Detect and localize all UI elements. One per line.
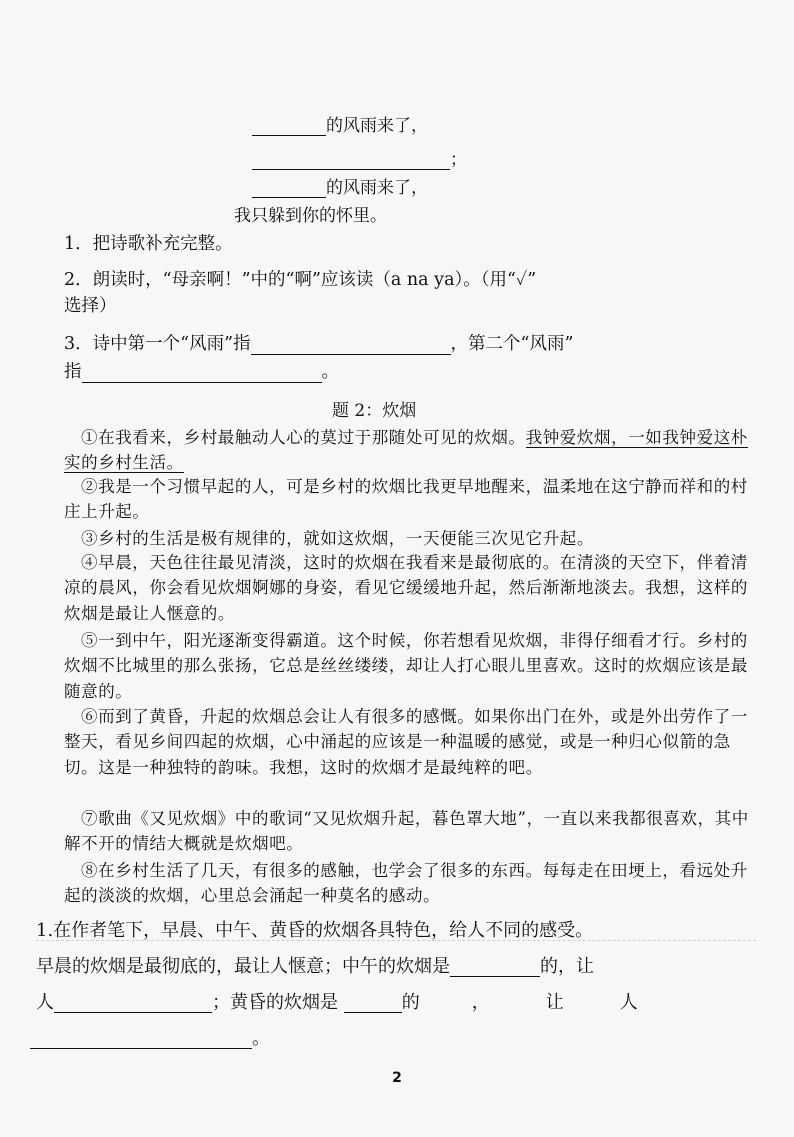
paragraph-8: ⑧在乡村生活了几天，有很多的感触，也学会了很多的东西。每每走在田埂上，看远处升起的淡淡的炊烟，心里总会涌起一种莫名的感动。	[64, 861, 748, 906]
paragraph-7: ⑦歌曲《又见炊烟》中的歌词“又见炊烟升起，暮色罩大地”，一直以来我都很喜欢，其中解不开的情结大概就是炊烟吧。	[64, 809, 749, 854]
question-2-line-1: 2．朗读时，“母亲啊！”中的“啊”应该读（a na ya）。（用“✓”	[64, 270, 537, 290]
paragraph-4: ④早晨，天色往往最见清淡，这时的炊烟在我看来是最彻底的。在清淡的天空下，伴着清凉的晨风，你会看见炊烟婀娜的身姿，看见它缓缓地升起，然后渐渐地淡去。我想，这样的炊烟是最让人惬意的。	[64, 553, 748, 623]
page-number: 2	[392, 1070, 402, 1086]
final-question-line-2: 早晨的炊烟是最彻底的，最让人惬意；中午的炊烟是 的，让	[36, 956, 594, 977]
answer-grid-background	[36, 940, 756, 1026]
question-3-blank-1[interactable]	[251, 336, 451, 355]
question-3-line-2: 指 。	[64, 362, 339, 382]
paragraph-5: ⑤一到中午，阳光逐渐变得霸道。这个时候，你若想看见炊烟，非得仔细看才行。乡村的炊烟不比城里的那么张扬，它总是丝丝缕缕，却让人打心眼儿里喜欢。这时的炊烟应该是最随意的。	[64, 631, 748, 701]
paragraph-3: ③乡村的生活是极有规律的，就如这炊烟，一天便能三次见它升起。	[81, 529, 594, 548]
poem-line-1: 的风雨来了，	[252, 116, 428, 136]
dusk-smoke-blank[interactable]	[344, 994, 402, 1013]
underlined-sentence: 我钟爱炊烟，一如我钟爱这朴实的乡村生活。	[64, 428, 748, 473]
paragraph-6: ⑥而到了黄昏，升起的炊烟总会让人有很多的感慨。如果你出门在外，或是外出劳作了一整天，看见乡间四起的炊烟，心中涌起的应该是一种温暖的感觉，或是一种归心似箭的急切。这是一种独特的韵味。我想，这时的炊烟才是最纯粹的吧。	[64, 707, 748, 777]
midday-feeling-blank[interactable]	[54, 994, 212, 1013]
poem-blank-1[interactable]	[252, 117, 326, 136]
section-title: 题 2：炊烟	[332, 401, 417, 421]
poem-line-4: 我只躲到你的怀里。	[234, 206, 387, 226]
final-question-line-3: 人 ；黄昏的炊烟是 的 ， 让 人	[36, 992, 638, 1013]
poem-line-2: ；	[252, 150, 467, 170]
poem-blank-3[interactable]	[252, 179, 326, 198]
question-3-blank-2[interactable]	[82, 364, 322, 383]
poem-blank-2[interactable]	[252, 151, 450, 170]
question-3-line-1: 3．诗中第一个“风雨”指 ，第二个“风雨”	[64, 334, 574, 354]
midday-smoke-blank[interactable]	[450, 958, 540, 977]
final-question-line-4: 。	[30, 1028, 270, 1049]
dusk-feeling-blank[interactable]	[30, 1030, 252, 1049]
paragraph-1: ①在我看来，乡村最触动人心的莫过于那随处可见的炊烟。我钟爱炊烟，一如我钟爱这朴实的乡村生活。	[64, 428, 748, 473]
paragraph-2: ②我是一个习惯早起的人，可是乡村的炊烟比我更早地醒来，温柔地在这宁静而祥和的村庄上升起。	[64, 477, 748, 522]
poem-line-3: 的风雨来了，	[252, 178, 428, 198]
question-1: 1．把诗歌补充完整。	[64, 234, 233, 254]
final-question-line-1: 1.在作者笔下，早晨、中午、黄昏的炊烟各具特色，给人不同的感受。	[36, 920, 594, 941]
question-2-line-2: 选择）	[64, 296, 117, 316]
